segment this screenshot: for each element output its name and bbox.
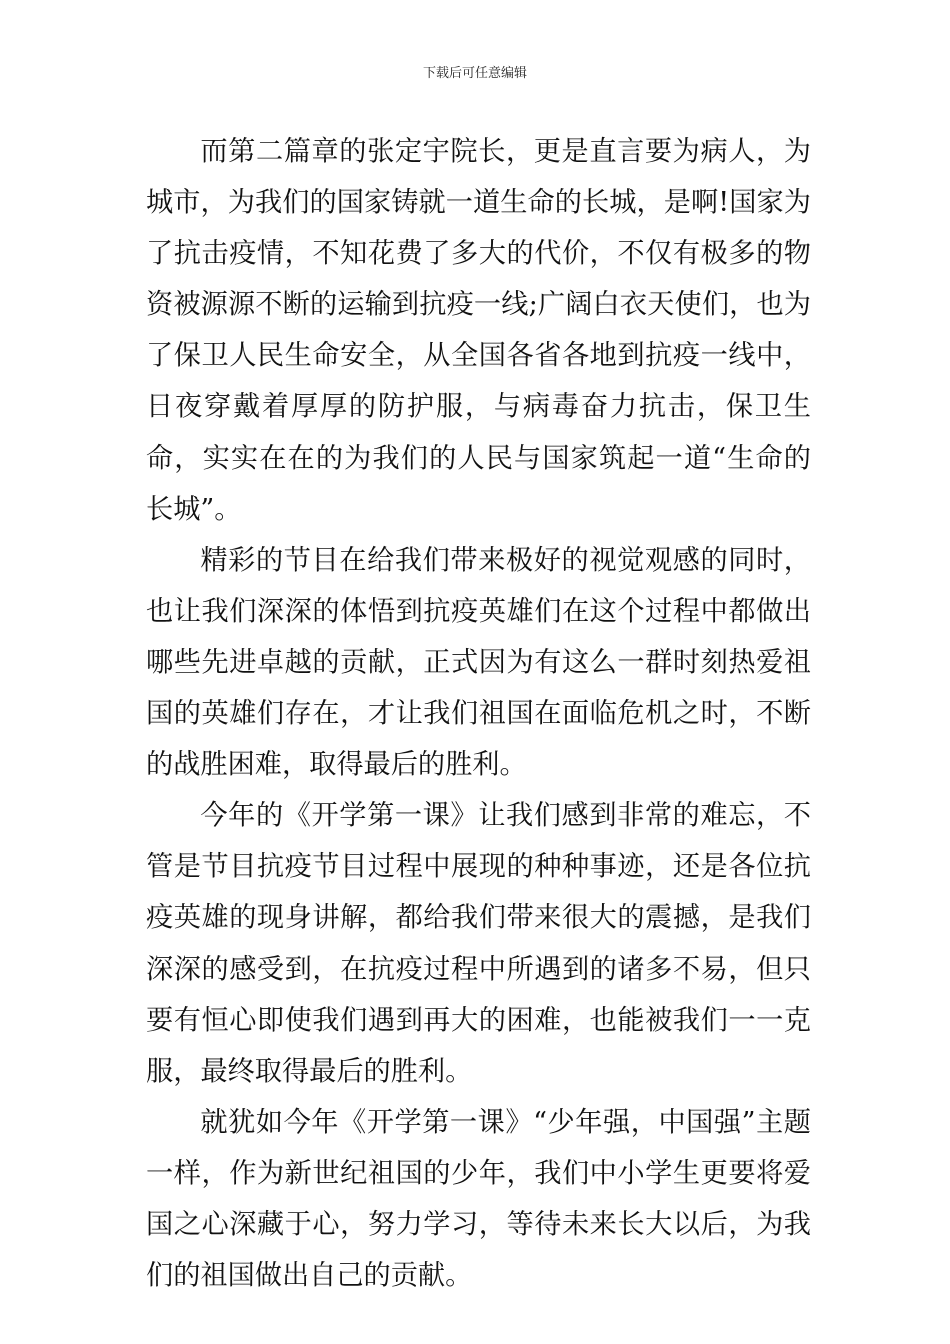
paragraph-1: 而第二篇章的张定宇院长，更是直言要为病人，为城市，为我们的国家铸就一道生命的长城，是啊!国家为了抗击疫情，不知花费了多大的代价，不仅有极多的物资被源源不断的运输到抗疫一线;广阔白衣天使们，也为了保卫人民生命安全，从全国各省各地到抗疫一线中，日夜穿戴着厚厚的防护服，与病毒奋力抗击，保卫生命，实实在在的为我们的人民与国家筑起一道“生命的长城”。 [146, 136, 811, 525]
page-header: 下载后可任意编辑 [422, 66, 527, 81]
paragraph-2: 精彩的节目在给我们带来极好的视觉观感的同时，也让我们深深的体悟到抗疫英雄们在这个过程中都做出哪些先进卓越的贡献，正式因为有这么一群时刻热爱祖国的英雄们存在，才让我们祖国在面临危机之时，不断的战胜困难，取得最后的胜利。 [146, 544, 811, 781]
paragraph-3: 今年的《开学第一课》让我们感到非常的难忘，不管是节目抗疫节目过程中展现的种种事迹，还是各位抗疫英雄的现身讲解，都给我们带来很大的震撼，是我们深深的感受到，在抗疫过程中所遇到的诸多不易，但只要有恒心即使我们遇到再大的困难，也能被我们一一克服，最终取得最后的胜利。 [146, 800, 811, 1087]
paragraph-4: 就犹如今年《开学第一课》“少年强，中国强”主题一样，作为新世纪祖国的少年，我们中小学生更要将爱国之心深藏于心，努力学习，等待未来长大以后，为我们的祖国做出自己的贡献。 [146, 1106, 811, 1292]
document-body [146, 126, 811, 1301]
